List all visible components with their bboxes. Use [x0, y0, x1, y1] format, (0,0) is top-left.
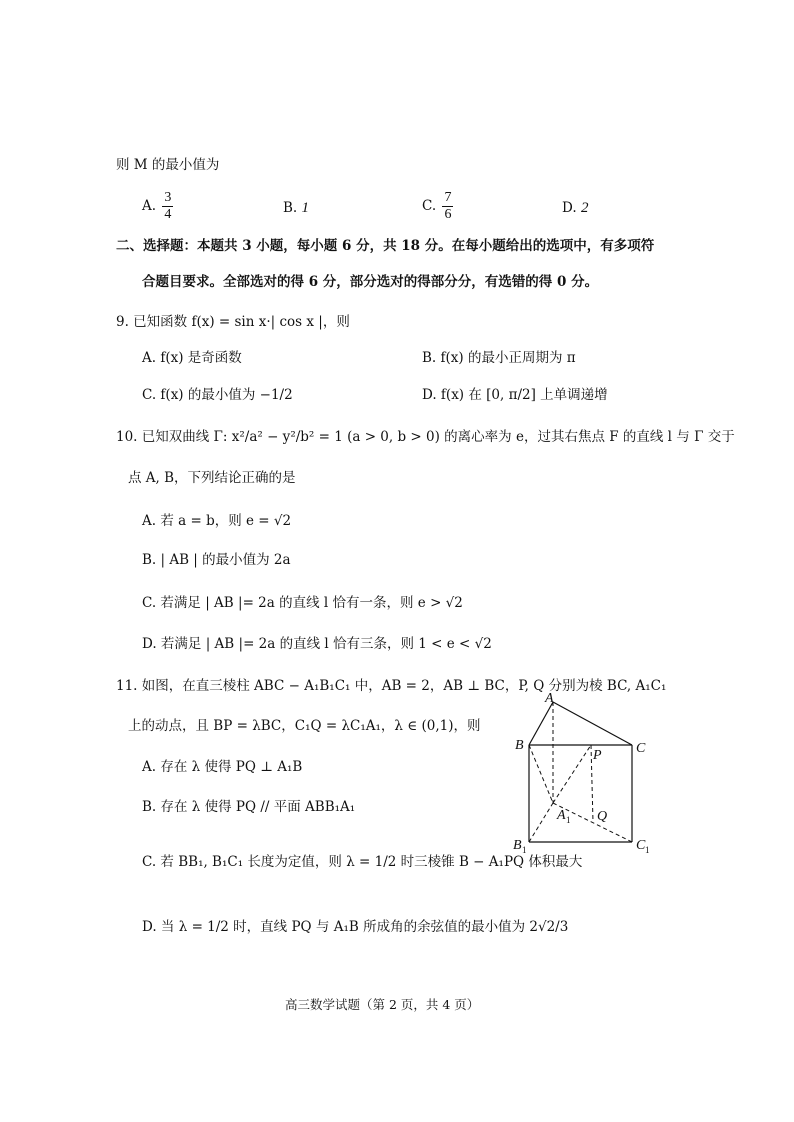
- section2-heading-line1: 二、选择题：本题共 3 小题，每小题 6 分，共 18 分。在每小题给出的选项中，有多项符: [116, 238, 655, 254]
- q9-stem: 9. 已知函数 f(x) = sin x·| cos x |，则: [116, 314, 350, 330]
- label-P: P: [593, 748, 602, 763]
- q10-option-a: A. 若 a = b，则 e = √2: [142, 513, 292, 529]
- q8-option-a: A. $\frac{3}{4}$: [142, 190, 172, 222]
- q9-option-c: C. f(x) 的最小值为 −1/2: [142, 387, 293, 403]
- q10-stem-line2: 点 A, B，下列结论正确的是: [128, 470, 296, 486]
- fraction-3-4: $\frac{3}{4}$: [164, 190, 172, 222]
- q8-option-d: D. 2: [562, 200, 589, 216]
- label-C1: C: [636, 838, 646, 853]
- q11-stem-line1: 11. 如图，在直三棱柱 ABC − A₁B₁C₁ 中，AB = 2，AB ⊥ BC，P, Q 分别为棱 BC, A₁C₁: [116, 678, 667, 694]
- q9-option-a: A. f(x) 是奇函数: [142, 350, 242, 366]
- page-footer: 高三数学试题（第 2 页，共 4 页）: [285, 997, 480, 1012]
- q11-option-d: D. 当 λ = 1/2 时，直线 PQ 与 A₁B 所成角的余弦值的最小值为 2√2/3: [142, 919, 569, 935]
- section2-heading-line2: 合题目要求。全部选对的得 6 分，部分选对的得部分分，有选错的得 0 分。: [142, 274, 599, 290]
- q11-option-a: A. 存在 λ 使得 PQ ⊥ A₁B: [142, 759, 303, 775]
- label-B1-sub: 1: [522, 845, 527, 855]
- q9-option-d: D. f(x) 在 [0, π/2] 上单调递增: [422, 387, 608, 403]
- q9-option-b: B. f(x) 的最小正周期为 π: [422, 350, 576, 366]
- prism-figure: [505, 690, 665, 860]
- fraction-7-6: $\frac{7}{6}$: [444, 190, 452, 222]
- q10-option-b: B. | AB | 的最小值为 2a: [142, 552, 291, 568]
- q8-option-c: C. $\frac{7}{6}$: [422, 190, 452, 222]
- label-A1-sub: 1: [566, 815, 571, 825]
- q10-stem-line1: 10. 已知双曲线 Γ: x²/a² − y²/b² = 1 (a > 0, b > 0) 的离心率为 e，过其右焦点 F 的直线 l 与 Γ 交于: [116, 429, 735, 445]
- q10-option-c: C. 若满足 | AB |= 2a 的直线 l 恰有一条，则 e > √2: [142, 595, 463, 611]
- q10-option-d: D. 若满足 | AB |= 2a 的直线 l 恰有三条，则 1 < e < √2: [142, 636, 492, 652]
- label-B: B: [515, 738, 524, 753]
- label-A1: A: [557, 808, 566, 823]
- q8-option-b: B. 1: [283, 200, 310, 216]
- q11-option-c: C. 若 BB₁, B₁C₁ 长度为定值，则 λ = 1/2 时三棱锥 B − A₁PQ 体积最大: [142, 854, 583, 870]
- label-B1: B: [513, 838, 522, 853]
- label-C1-sub: 1: [645, 845, 650, 855]
- q11-stem-line2: 上的动点，且 BP = λBC，C₁Q = λC₁A₁，λ ∈ (0,1)，则: [128, 718, 481, 734]
- q11-option-b: B. 存在 λ 使得 PQ // 平面 ABB₁A₁: [142, 799, 356, 815]
- label-Q: Q: [597, 809, 608, 824]
- label-C: C: [636, 741, 646, 756]
- label-A: A: [545, 691, 554, 706]
- q8-stem: 则 M 的最小值为: [116, 157, 220, 173]
